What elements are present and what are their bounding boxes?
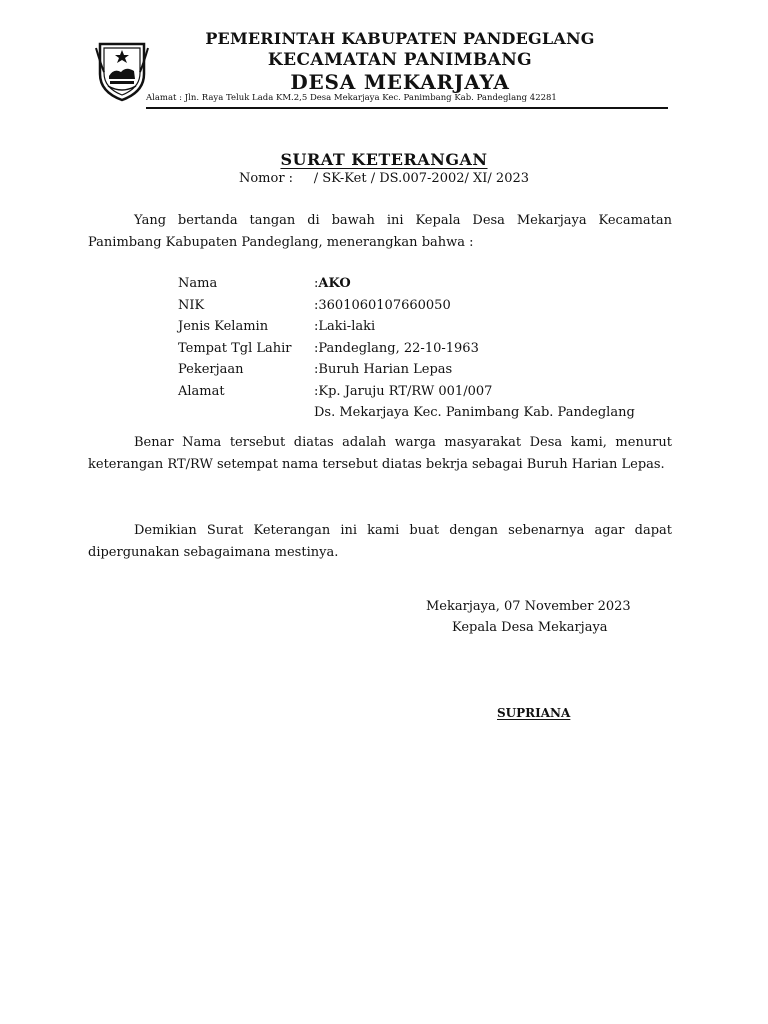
detail-value-gender: Laki-laki [318, 319, 376, 334]
body-paragraph: Benar Nama tersebut diatas adalah warga masyarakat Desa kami, menurut keterangan RT/RW setempat nama tersebut diatas bekrja sebagai Buruh Harian Lepas. [88, 435, 672, 472]
detail-row-gender [178, 316, 635, 338]
detail-value-birth: Pandeglang, 22-10-1963 [318, 340, 479, 356]
letterhead-address: Alamat : Jln. Raya Teluk Lada KM.2,5 Desa Mekarjaya Kec. Panimbang Kab. Pandeglang 42281 [146, 93, 557, 103]
detail-row-birth [178, 338, 635, 360]
detail-label-empty [178, 402, 314, 424]
regency-emblem-icon [94, 36, 150, 102]
detail-label: Tempat Tgl Lahir [178, 340, 292, 356]
detail-label: Nama [178, 276, 218, 291]
detail-value-address-2: Ds. Mekarjaya Kec. Panimbang Kab. Pandeglang [314, 405, 635, 420]
detail-separator: : [314, 297, 319, 313]
detail-row-nik [178, 295, 635, 317]
letterhead-divider [146, 107, 668, 109]
letter-title: SURAT KETERANGAN [280, 150, 488, 169]
detail-separator: : [314, 276, 319, 291]
detail-label: Alamat [178, 383, 225, 399]
detail-value-job: Buruh Harian Lepas [318, 362, 453, 377]
letterhead-government: PEMERINTAH KABUPATEN PANDEGLANG [205, 29, 595, 48]
detail-row-address-continued [178, 402, 635, 424]
detail-row-address [178, 381, 635, 403]
detail-row-job [178, 359, 635, 381]
detail-separator: : [314, 340, 319, 356]
detail-label: NIK [178, 297, 205, 313]
signature-place-date: Mekarjaya, 07 November 2023 [426, 599, 631, 614]
detail-label: Pekerjaan [178, 362, 244, 377]
letter-number: Nomor : / SK-Ket / DS.007-2002/ XI/ 2023 [238, 171, 530, 186]
detail-separator: : [314, 362, 319, 377]
letterhead-village: DESA MEKARJAYA [290, 70, 510, 94]
opening-paragraph: Yang bertanda tangan di bawah ini Kepala Desa Mekarjaya Kecamatan Panimbang Kabupaten Pandeglang, menerangkan bahwa : [88, 213, 672, 250]
detail-separator: : [314, 319, 319, 334]
detail-separator: : [314, 383, 319, 399]
detail-value-nik: 3601060107660050 [318, 297, 451, 313]
detail-label: Jenis Kelamin [178, 319, 269, 334]
signature-name: SUPRIANA [497, 706, 571, 720]
signature-position: Kepala Desa Mekarjaya [452, 620, 608, 635]
closing-paragraph: Demikian Surat Keterangan ini kami buat dengan sebenarnya agar dapat dipergunakan sebagaimana mestinya. [88, 523, 672, 560]
detail-row-name [178, 273, 635, 295]
detail-value-name: AKO [318, 276, 351, 291]
letterhead-district: KECAMATAN PANIMBANG [267, 50, 533, 70]
personal-details [178, 273, 635, 424]
detail-value-address: Kp. Jaruju RT/RW 001/007 [318, 383, 493, 399]
